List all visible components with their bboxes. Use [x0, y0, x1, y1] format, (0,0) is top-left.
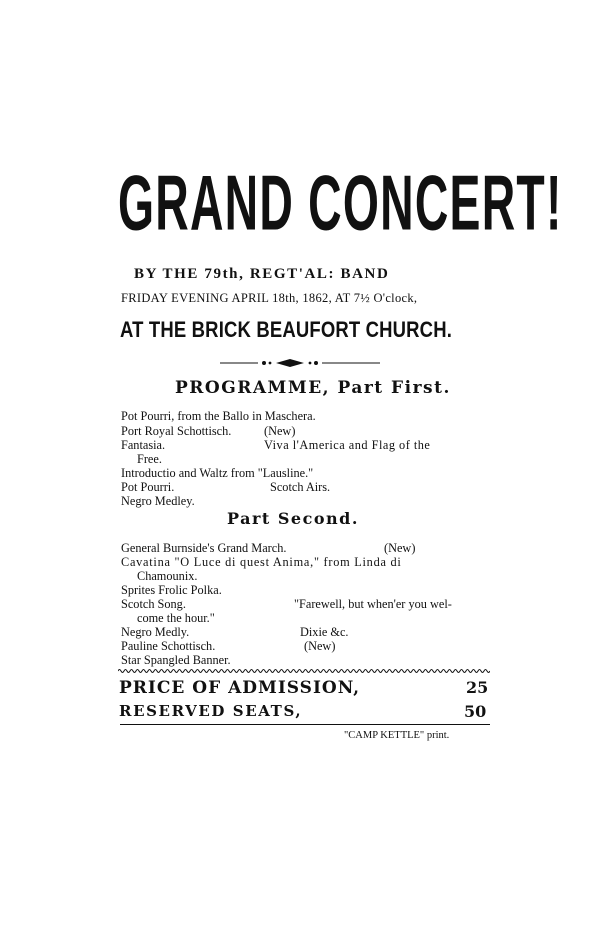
program-item: Cavatina "O Luce di quest Anima," from Linda di [121, 555, 402, 569]
bottom-rule [120, 724, 490, 725]
poster-title: GRAND CONCERT! [118, 160, 563, 247]
reserved-seats-label: RESERVED SEATS, [119, 702, 303, 720]
program-item: Fantasia. [121, 438, 166, 452]
part-second-heading: Part Second. [227, 509, 359, 528]
program-item-note: (New) [264, 424, 296, 438]
program-item-note: Dixie &c. [300, 625, 349, 639]
program-item-note: (New) [384, 541, 416, 555]
program-item: Scotch Song. [121, 597, 186, 611]
program-item-note: Viva l'America and Flag of the [264, 438, 431, 452]
program-item: Free. [137, 452, 162, 466]
program-item: Pot Pourri. [121, 480, 175, 494]
admission-label: PRICE OF ADMISSION, [119, 678, 361, 698]
venue-line: AT THE BRICK BEAUFORT CHURCH. [120, 317, 453, 342]
program-item: Sprites Frolic Polka. [121, 583, 222, 597]
program-item-note: (New) [304, 639, 336, 653]
program-item: Star Spangled Banner. [121, 653, 231, 667]
program-item: Negro Medly. [121, 625, 190, 639]
admission-price: 25 [466, 678, 489, 697]
program-item-note: "Farewell, but when'er you wel- [294, 597, 452, 611]
reserved-seats-price: 50 [464, 702, 487, 721]
program-item: General Burnside's Grand March. [121, 541, 287, 555]
program-item-note: Scotch Airs. [270, 480, 331, 494]
program-item: Pauline Schottisch. [121, 639, 216, 653]
program-item: Port Royal Schottisch. [121, 424, 232, 438]
band-byline: BY THE 79th, REGT'AL: BAND [134, 266, 390, 282]
program-item: Introductio and Waltz from "Lausline." [121, 466, 314, 480]
program-item: Chamounix. [137, 569, 198, 583]
ornament-divider-icon [220, 356, 380, 370]
part-first-heading: PROGRAMME, Part First. [175, 378, 451, 398]
program-item: Pot Pourri, from the Ballo in Maschera. [121, 409, 316, 423]
wavy-rule-icon [118, 667, 490, 675]
print-credit: "CAMP KETTLE" print. [344, 730, 450, 741]
poster-title-block [118, 160, 563, 247]
program-item: Negro Medley. [121, 494, 195, 508]
program-item: come the hour." [137, 611, 215, 625]
date-line: FRIDAY EVENING APRIL 18th, 1862, AT 7½ O'clock, [121, 291, 418, 305]
